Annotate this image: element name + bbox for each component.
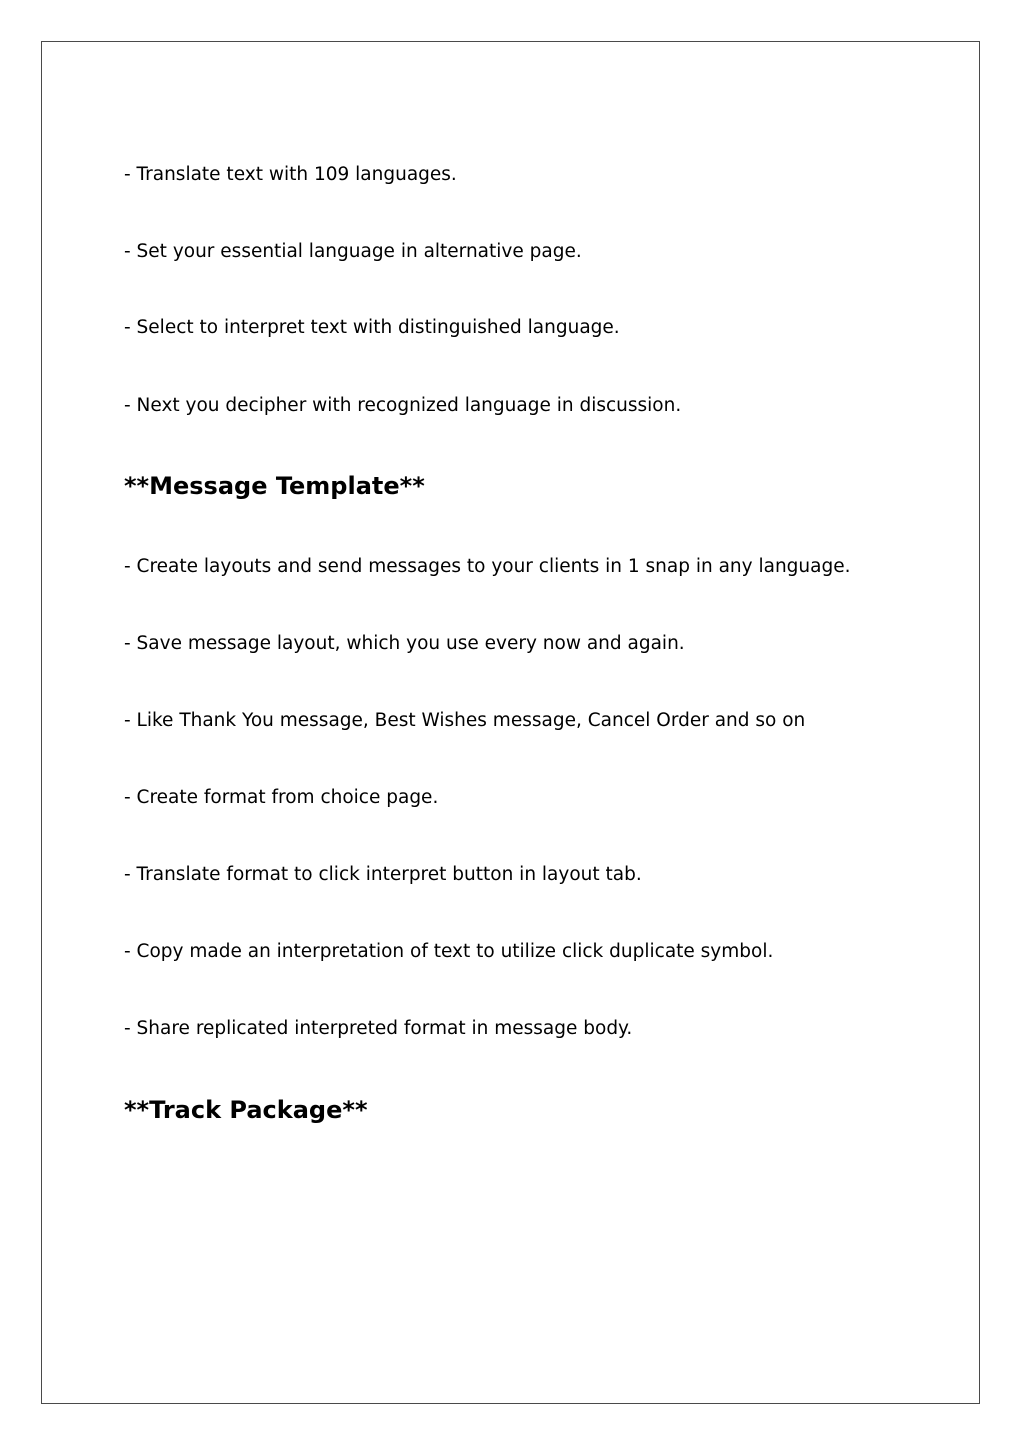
list-item: - Create format from choice page. [124, 787, 439, 808]
list-item: - Like Thank You message, Best Wishes message, Cancel Order and so on [124, 710, 806, 731]
section-heading-message-template: **Message Template** [124, 472, 425, 500]
list-item: - Create layouts and send messages to your clients in 1 snap in any language. [124, 556, 851, 577]
list-item: - Set your essential language in alternative page. [124, 241, 582, 262]
list-item: - Save message layout, which you use every now and again. [124, 633, 685, 654]
list-item: - Copy made an interpretation of text to utilize click duplicate symbol. [124, 941, 774, 962]
list-item: - Translate format to click interpret button in layout tab. [124, 864, 642, 885]
list-item: - Share replicated interpreted format in message body. [124, 1018, 633, 1039]
list-item: - Translate text with 109 languages. [124, 164, 457, 185]
section-heading-track-package: **Track Package** [124, 1096, 368, 1124]
list-item: - Select to interpret text with distinguished language. [124, 317, 620, 338]
list-item: - Next you decipher with recognized language in discussion. [124, 395, 682, 416]
